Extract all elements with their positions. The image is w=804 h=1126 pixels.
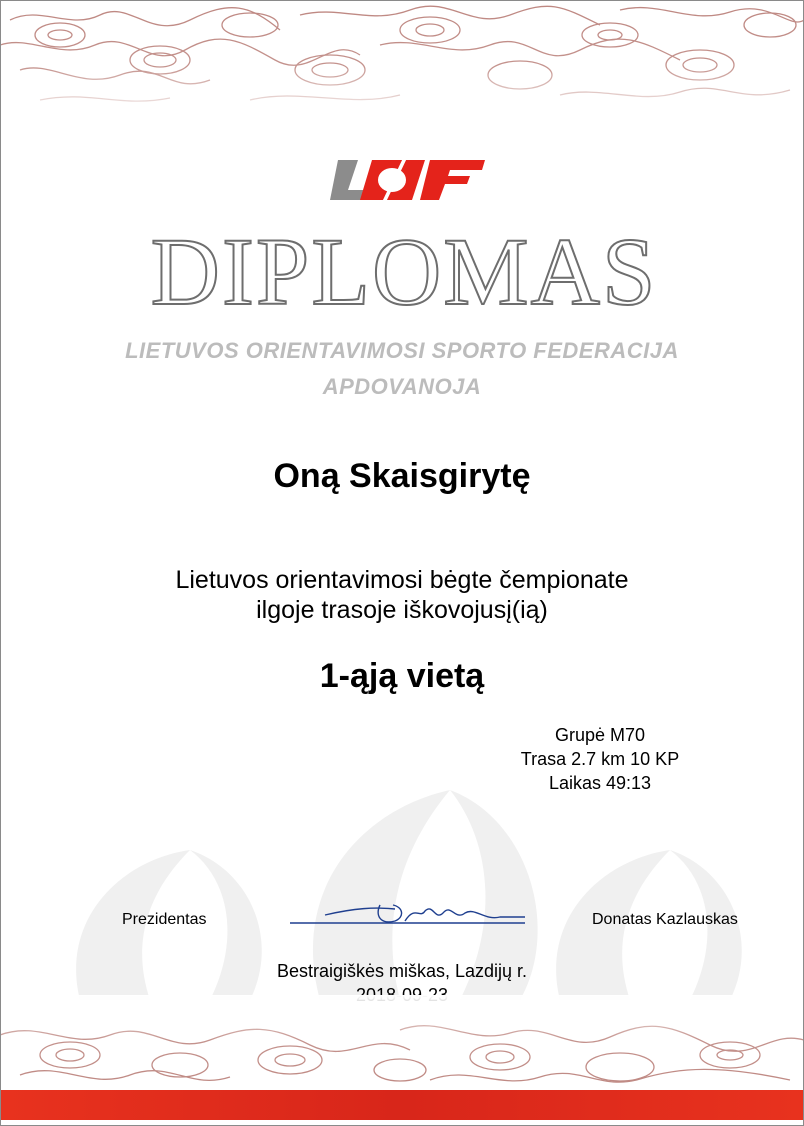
course-label: Trasa 2.7 km 10 KP bbox=[520, 749, 680, 769]
signatory-name: Donatas Kazlauskas bbox=[592, 911, 738, 928]
signatory-role: Prezidentas bbox=[122, 911, 207, 928]
diploma-title bbox=[0, 222, 804, 322]
time-label: Laikas 49:13 bbox=[548, 773, 652, 793]
event-location: Bestraigiškės miškas, Lazdijų r. bbox=[276, 961, 528, 981]
group-label: Grupė M70 bbox=[554, 725, 646, 745]
federation-awards: APDOVANOJA bbox=[322, 374, 482, 399]
recipient-name: Oną Skaisgirytę bbox=[273, 457, 531, 495]
red-footer-bar bbox=[0, 1090, 804, 1120]
description-line-1: Lietuvos orientavimosi bėgte čempionate bbox=[175, 566, 629, 594]
losf-logo bbox=[320, 152, 490, 202]
federation-name: LIETUVOS ORIENTAVIMOSI SPORTO FEDERACIJA bbox=[125, 338, 679, 363]
svg-text:DIPLOMAS: DIPLOMAS bbox=[150, 222, 658, 322]
topographic-border-top bbox=[0, 0, 804, 120]
description-line-2: ilgoje trasoje iškovojusį(ią) bbox=[256, 596, 548, 624]
placement: 1-ąją vietą bbox=[319, 657, 485, 695]
topographic-border-bottom bbox=[0, 995, 804, 1095]
handwritten-signature bbox=[285, 893, 535, 933]
